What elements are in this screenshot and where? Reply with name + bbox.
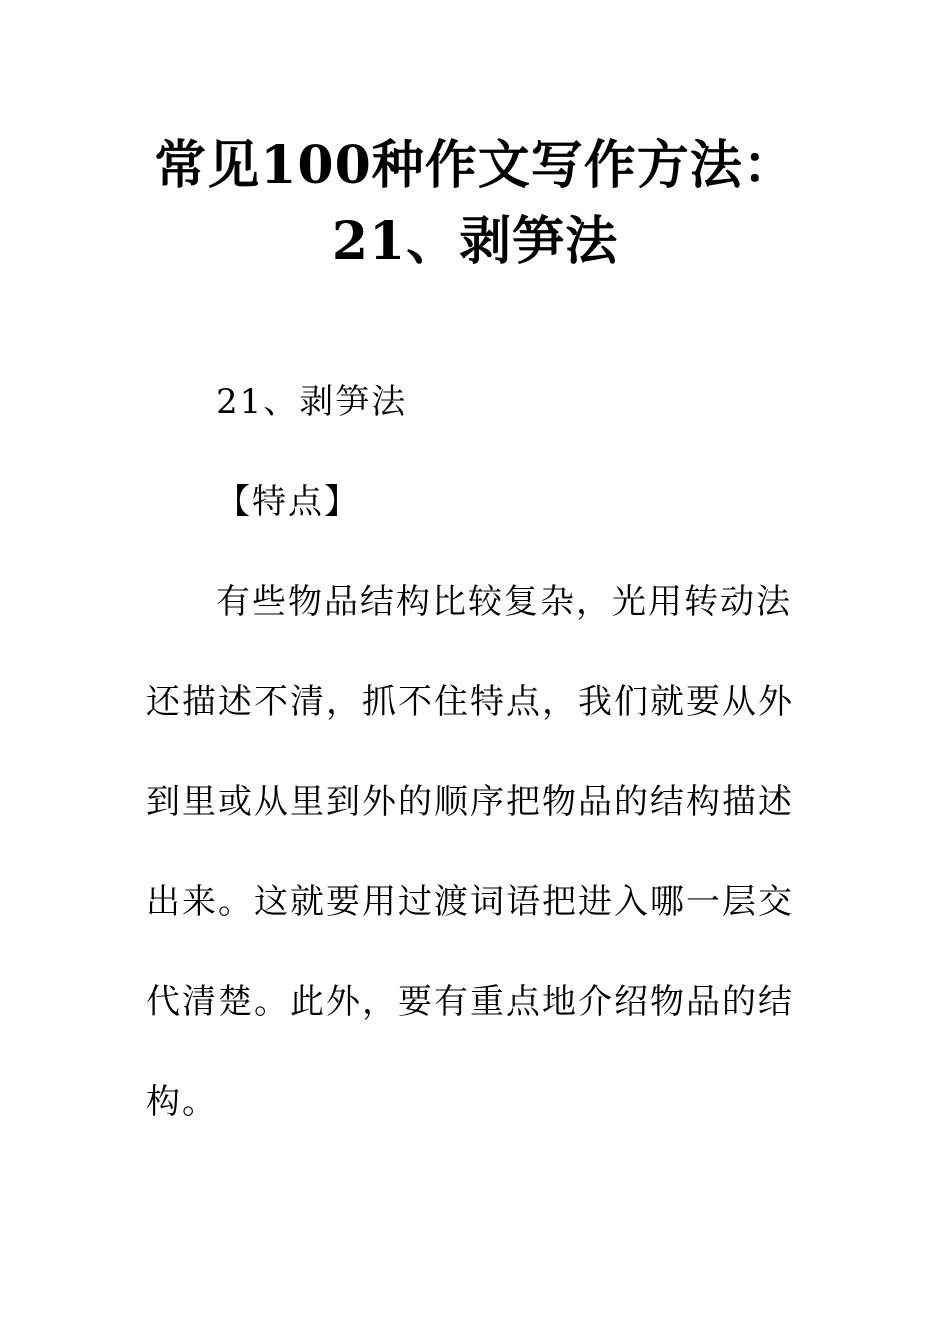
section-heading: 21、剥笋法 <box>216 382 408 422</box>
feature-heading: 【特点】 <box>216 482 360 522</box>
body-line: 代清楚。此外，要有重点地介绍物品的结 <box>146 982 794 1022</box>
body-line: 出来。这就要用过渡词语把进入哪一层交 <box>146 882 794 922</box>
body-line: 有些物品结构比较复杂，光用转动法 <box>216 582 792 622</box>
body-line: 构。 <box>146 1082 218 1122</box>
body-line: 还描述不清，抓不住特点，我们就要从外 <box>146 682 794 722</box>
document-title-line-2: 21、剥笋法 <box>331 211 619 272</box>
body-line: 到里或从里到外的顺序把物品的结构描述 <box>146 782 794 822</box>
document-title-line-1: 常见100种作文写作方法： <box>154 135 796 196</box>
